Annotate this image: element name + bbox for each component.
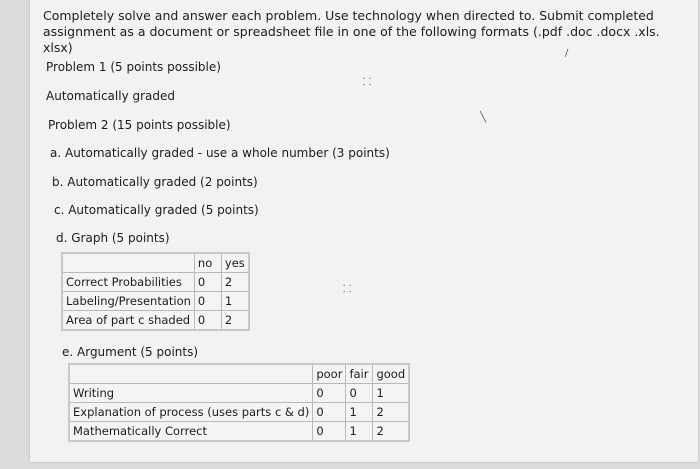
problem2-part-d: d. Graph (5 points)	[56, 231, 170, 245]
stray-mark: ⸬	[363, 77, 372, 88]
argument-cell: 2	[373, 422, 409, 442]
graph-cell: 2	[221, 273, 249, 292]
argument-table-corner	[69, 364, 313, 384]
table-row	[69, 403, 409, 422]
table-row	[62, 292, 249, 311]
graph-cell: 1	[221, 292, 249, 311]
graph-header-yes: yes	[221, 253, 249, 273]
table-row	[69, 384, 409, 403]
graph-rubric-table	[61, 252, 250, 331]
argument-cell: 2	[373, 403, 409, 422]
stray-mark: ∕	[565, 48, 569, 59]
instructions-text: Completely solve and answer each problem. Use technology when directed to. Submit completed assignment as a document or spreadsheet file in one of the following formats (.pdf .doc .docx .xls. xlsx)	[43, 8, 660, 55]
argument-rubric-table	[68, 363, 410, 442]
problem2-title: Problem 2 (15 points possible)	[48, 118, 231, 132]
argument-header-fair: fair	[346, 364, 373, 384]
stray-mark: ⸬	[343, 284, 352, 295]
problem2-part-e: e. Argument (5 points)	[62, 345, 199, 359]
argument-cell: 1	[346, 403, 373, 422]
graph-table-corner	[62, 253, 194, 273]
argument-cell: 0	[313, 403, 346, 422]
graph-row-label: Correct Probabilities	[62, 273, 194, 292]
assignment-page	[30, 0, 698, 462]
argument-table-header-row	[69, 364, 409, 384]
graph-table-header-row	[62, 253, 249, 273]
table-row	[62, 273, 249, 292]
argument-cell: 0	[313, 384, 346, 403]
argument-row-label: Writing	[69, 384, 313, 403]
argument-header-poor: poor	[313, 364, 346, 384]
graph-row-label: Labeling/Presentation	[62, 292, 194, 311]
argument-cell: 1	[346, 422, 373, 442]
problem1-title: Problem 1 (5 points possible)	[46, 60, 221, 74]
argument-cell: 1	[373, 384, 409, 403]
graph-cell: 0	[194, 292, 221, 311]
stray-mark: ╲	[480, 112, 487, 123]
graph-cell: 0	[194, 311, 221, 331]
argument-cell: 0	[313, 422, 346, 442]
graph-cell: 0	[194, 273, 221, 292]
table-row	[62, 311, 249, 331]
graph-cell: 2	[221, 311, 249, 331]
problem2-part-a: a. Automatically graded - use a whole number (3 points)	[50, 146, 390, 160]
problem2-part-b: b. Automatically graded (2 points)	[52, 175, 258, 189]
graph-header-no: no	[194, 253, 221, 273]
argument-row-label: Explanation of process (uses parts c & d)	[69, 403, 313, 422]
problem2-part-c: c. Automatically graded (5 points)	[54, 203, 259, 217]
argument-row-label: Mathematically Correct	[69, 422, 313, 442]
argument-cell: 0	[346, 384, 373, 403]
table-row	[69, 422, 409, 442]
problem1-note: Automatically graded	[46, 89, 175, 103]
graph-row-label: Area of part c shaded	[62, 311, 194, 331]
argument-header-good: good	[373, 364, 409, 384]
